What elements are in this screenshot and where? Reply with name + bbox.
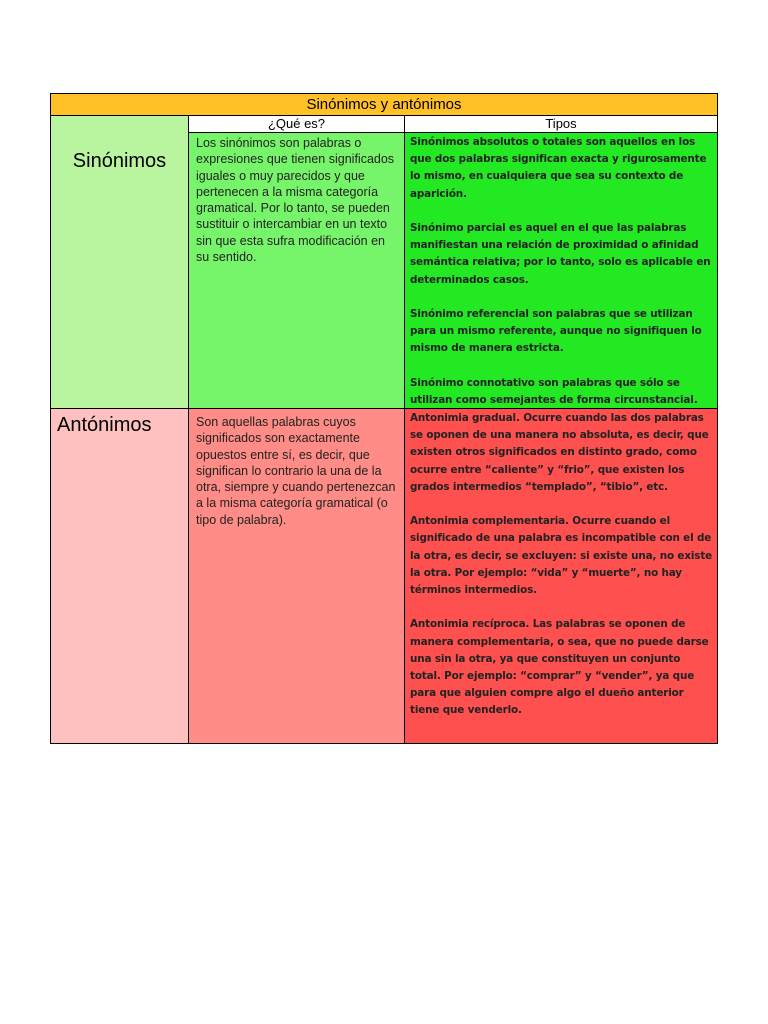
types-antonimos <box>405 409 717 743</box>
type-paragraph: Sinónimos absolutos o totales son aquellos en los que dos palabras significan exacta y rigurosamente lo mismo, en cualquiera que sea su contexto de aparición. <box>410 136 707 200</box>
row-label-sinonimos: Sinónimos <box>51 133 189 409</box>
types-sinonimos <box>405 133 717 409</box>
type-paragraph: Sinónimo connotativo son palabras que sólo se utilizan como semejantes de forma circunstancial. <box>410 376 698 406</box>
type-paragraph: Sinónimo parcial es aquel en el que las palabras manifiestan una relación de proximidad o afinidad semántica relativa; por lo tanto, solo es aplicable en determinados casos. <box>410 222 711 286</box>
header-empty-cell <box>51 116 189 133</box>
type-paragraph: Antonimia gradual. Ocurre cuando las dos palabras se oponen de una manera no absoluta, es decir, que existen otros significados en distinto grado, como ocurre entre “caliente” y “frio”, que existen los grados intermedios “templado”, “tibio”, etc. <box>410 412 709 493</box>
header-que-es: ¿Qué es? <box>189 116 405 133</box>
synonyms-antonyms-table <box>50 93 718 744</box>
type-paragraph: Antonimia complementaria. Ocurre cuando el significado de una palabra es incompatible con el de la otra, es decir, se excluyen: si existe una, no existe la otra. Por ejemplo: “vida” y “muerte”, no hay términos intermedios. <box>410 515 713 597</box>
row-label-antonimos: Antónimos <box>51 409 189 743</box>
type-paragraph: Sinónimo referencial son palabras que se utilizan para un mismo referente, aunque no signifiquen lo mismo de manera estricta. <box>410 308 702 355</box>
definition-antonimos: Son aquellas palabras cuyos significados son exactamente opuestos entre sí, es decir, que significan lo contrario la una de la otra, siempre y cuando pertenezcan a la misma categoría gramatical (o tipo de palabra). <box>189 409 405 743</box>
table-title: Sinónimos y antónimos <box>51 94 717 116</box>
type-paragraph: Antonimia recíproca. Las palabras se oponen de manera complementaria, o sea, que no puede darse una sin la otra, ya que constituyen un conjunto total. Por ejemplo: “comprar” y “vender”, ya que para que alguien compre algo el dueño anterior tiene que venderlo. <box>410 618 709 717</box>
definition-sinonimos: Los sinónimos son palabras o expresiones que tienen significados iguales o muy parecidos y que pertenecen a la misma categoría gramatical. Por lo tanto, se pueden sustituir o intercambiar en un texto sin que esta sufra modificación en su sentido. <box>189 133 405 409</box>
header-tipos: Tipos <box>405 116 717 133</box>
